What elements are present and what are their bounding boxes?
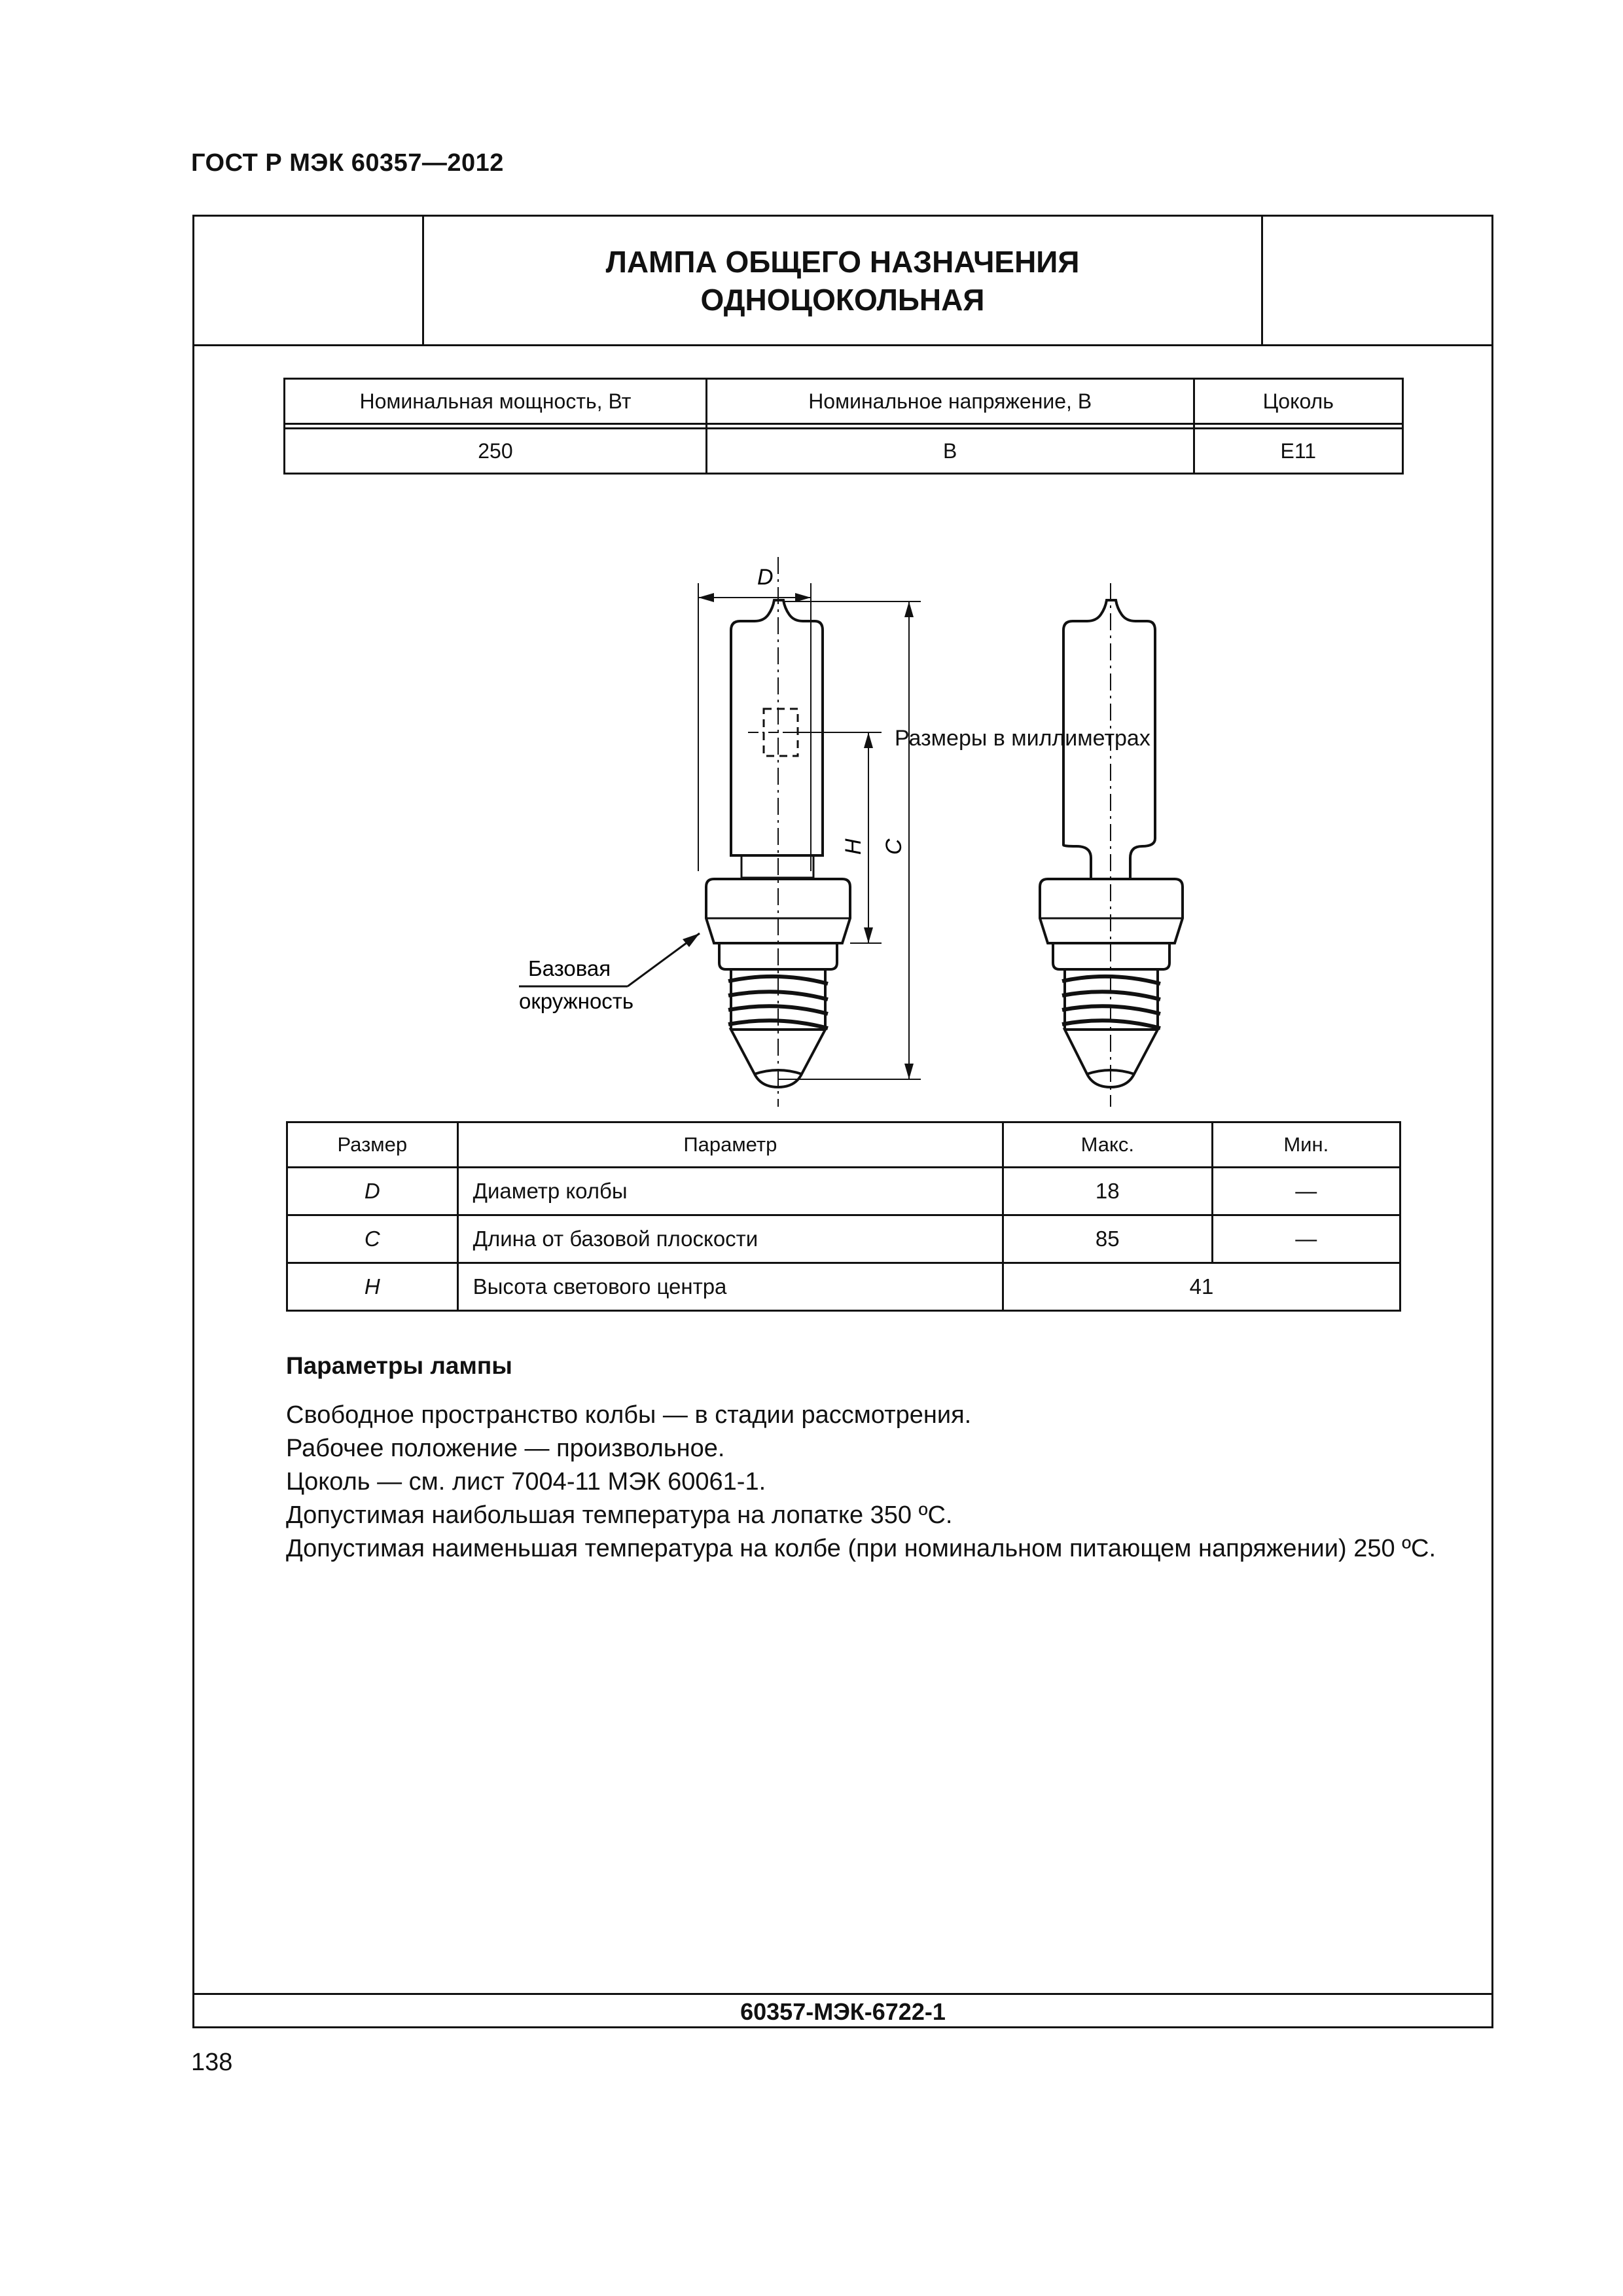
value-voltage: В xyxy=(706,429,1194,474)
table-row xyxy=(287,1263,1400,1311)
value-cap: E11 xyxy=(1194,429,1403,474)
row-symbol: C xyxy=(287,1215,458,1263)
lamp-drawing xyxy=(194,217,1495,1120)
row-parameter: Длина от базовой плоскости xyxy=(457,1215,1003,1263)
header-cap: Цоколь xyxy=(1194,379,1403,424)
row-max: 85 xyxy=(1003,1215,1212,1263)
parameter-line: Допустимая наименьшая температура на колбе (при номинальном питающем напряжении) 250 ºС. xyxy=(286,1535,1436,1562)
dimensions-caption: Размеры в миллиметрах xyxy=(895,726,1150,751)
base-label-line-1: Базовая xyxy=(528,956,611,980)
data-sheet-frame xyxy=(192,215,1493,2028)
header-power: Номинальная мощность, Вт xyxy=(285,379,707,424)
label-H: H xyxy=(841,838,866,855)
row-symbol: H xyxy=(287,1263,458,1311)
table-row xyxy=(287,1168,1400,1215)
parameter-line: Цоколь — см. лист 7004-11 МЭК 60061-1. xyxy=(286,1468,766,1496)
label-D: D xyxy=(757,565,774,590)
value-power: 250 xyxy=(285,429,707,474)
parameter-line: Свободное пространство колбы — в стадии рассмотрения. xyxy=(286,1401,972,1429)
parameter-line: Рабочее положение — произвольное. xyxy=(286,1435,725,1462)
label-C: C xyxy=(882,838,906,855)
header-voltage: Номинальное напряжение, В xyxy=(706,379,1194,424)
dimensions-table xyxy=(286,1121,1401,1312)
page-number: 138 xyxy=(191,2049,233,2076)
row-symbol: D xyxy=(287,1168,458,1215)
sheet-number: 60357-МЭК-6722-1 xyxy=(194,1993,1491,2028)
standard-header: ГОСТ Р МЭК 60357—2012 xyxy=(191,149,504,177)
base-label-line-2: окружность xyxy=(519,989,634,1013)
title-line-1: ЛАМПА ОБЩЕГО НАЗНАЧЕНИЯ xyxy=(605,244,1080,279)
row-min: — xyxy=(1212,1215,1400,1263)
header-min: Мин. xyxy=(1212,1122,1400,1168)
parameters-list xyxy=(286,1399,1436,1566)
parameter-line: Допустимая наибольшая температура на лопатке 350 ºС. xyxy=(286,1501,953,1529)
table-row xyxy=(287,1215,1400,1263)
header-size: Размер xyxy=(287,1122,458,1168)
title-line-2: ОДНОЦОКОЛЬНАЯ xyxy=(700,282,985,317)
row-value: 41 xyxy=(1003,1263,1400,1311)
header-max: Макс. xyxy=(1003,1122,1212,1168)
lamp-bulb-outline xyxy=(731,600,823,855)
header-parameter: Параметр xyxy=(457,1122,1003,1168)
row-min: — xyxy=(1212,1168,1400,1215)
lamp-side-bulb-outline xyxy=(1063,600,1155,878)
parameters-heading: Параметры лампы xyxy=(286,1352,512,1379)
row-parameter: Диаметр колбы xyxy=(457,1168,1003,1215)
row-max: 18 xyxy=(1003,1168,1212,1215)
dimensions-header-row xyxy=(287,1122,1400,1168)
row-parameter: Высота светового центра xyxy=(457,1263,1003,1311)
